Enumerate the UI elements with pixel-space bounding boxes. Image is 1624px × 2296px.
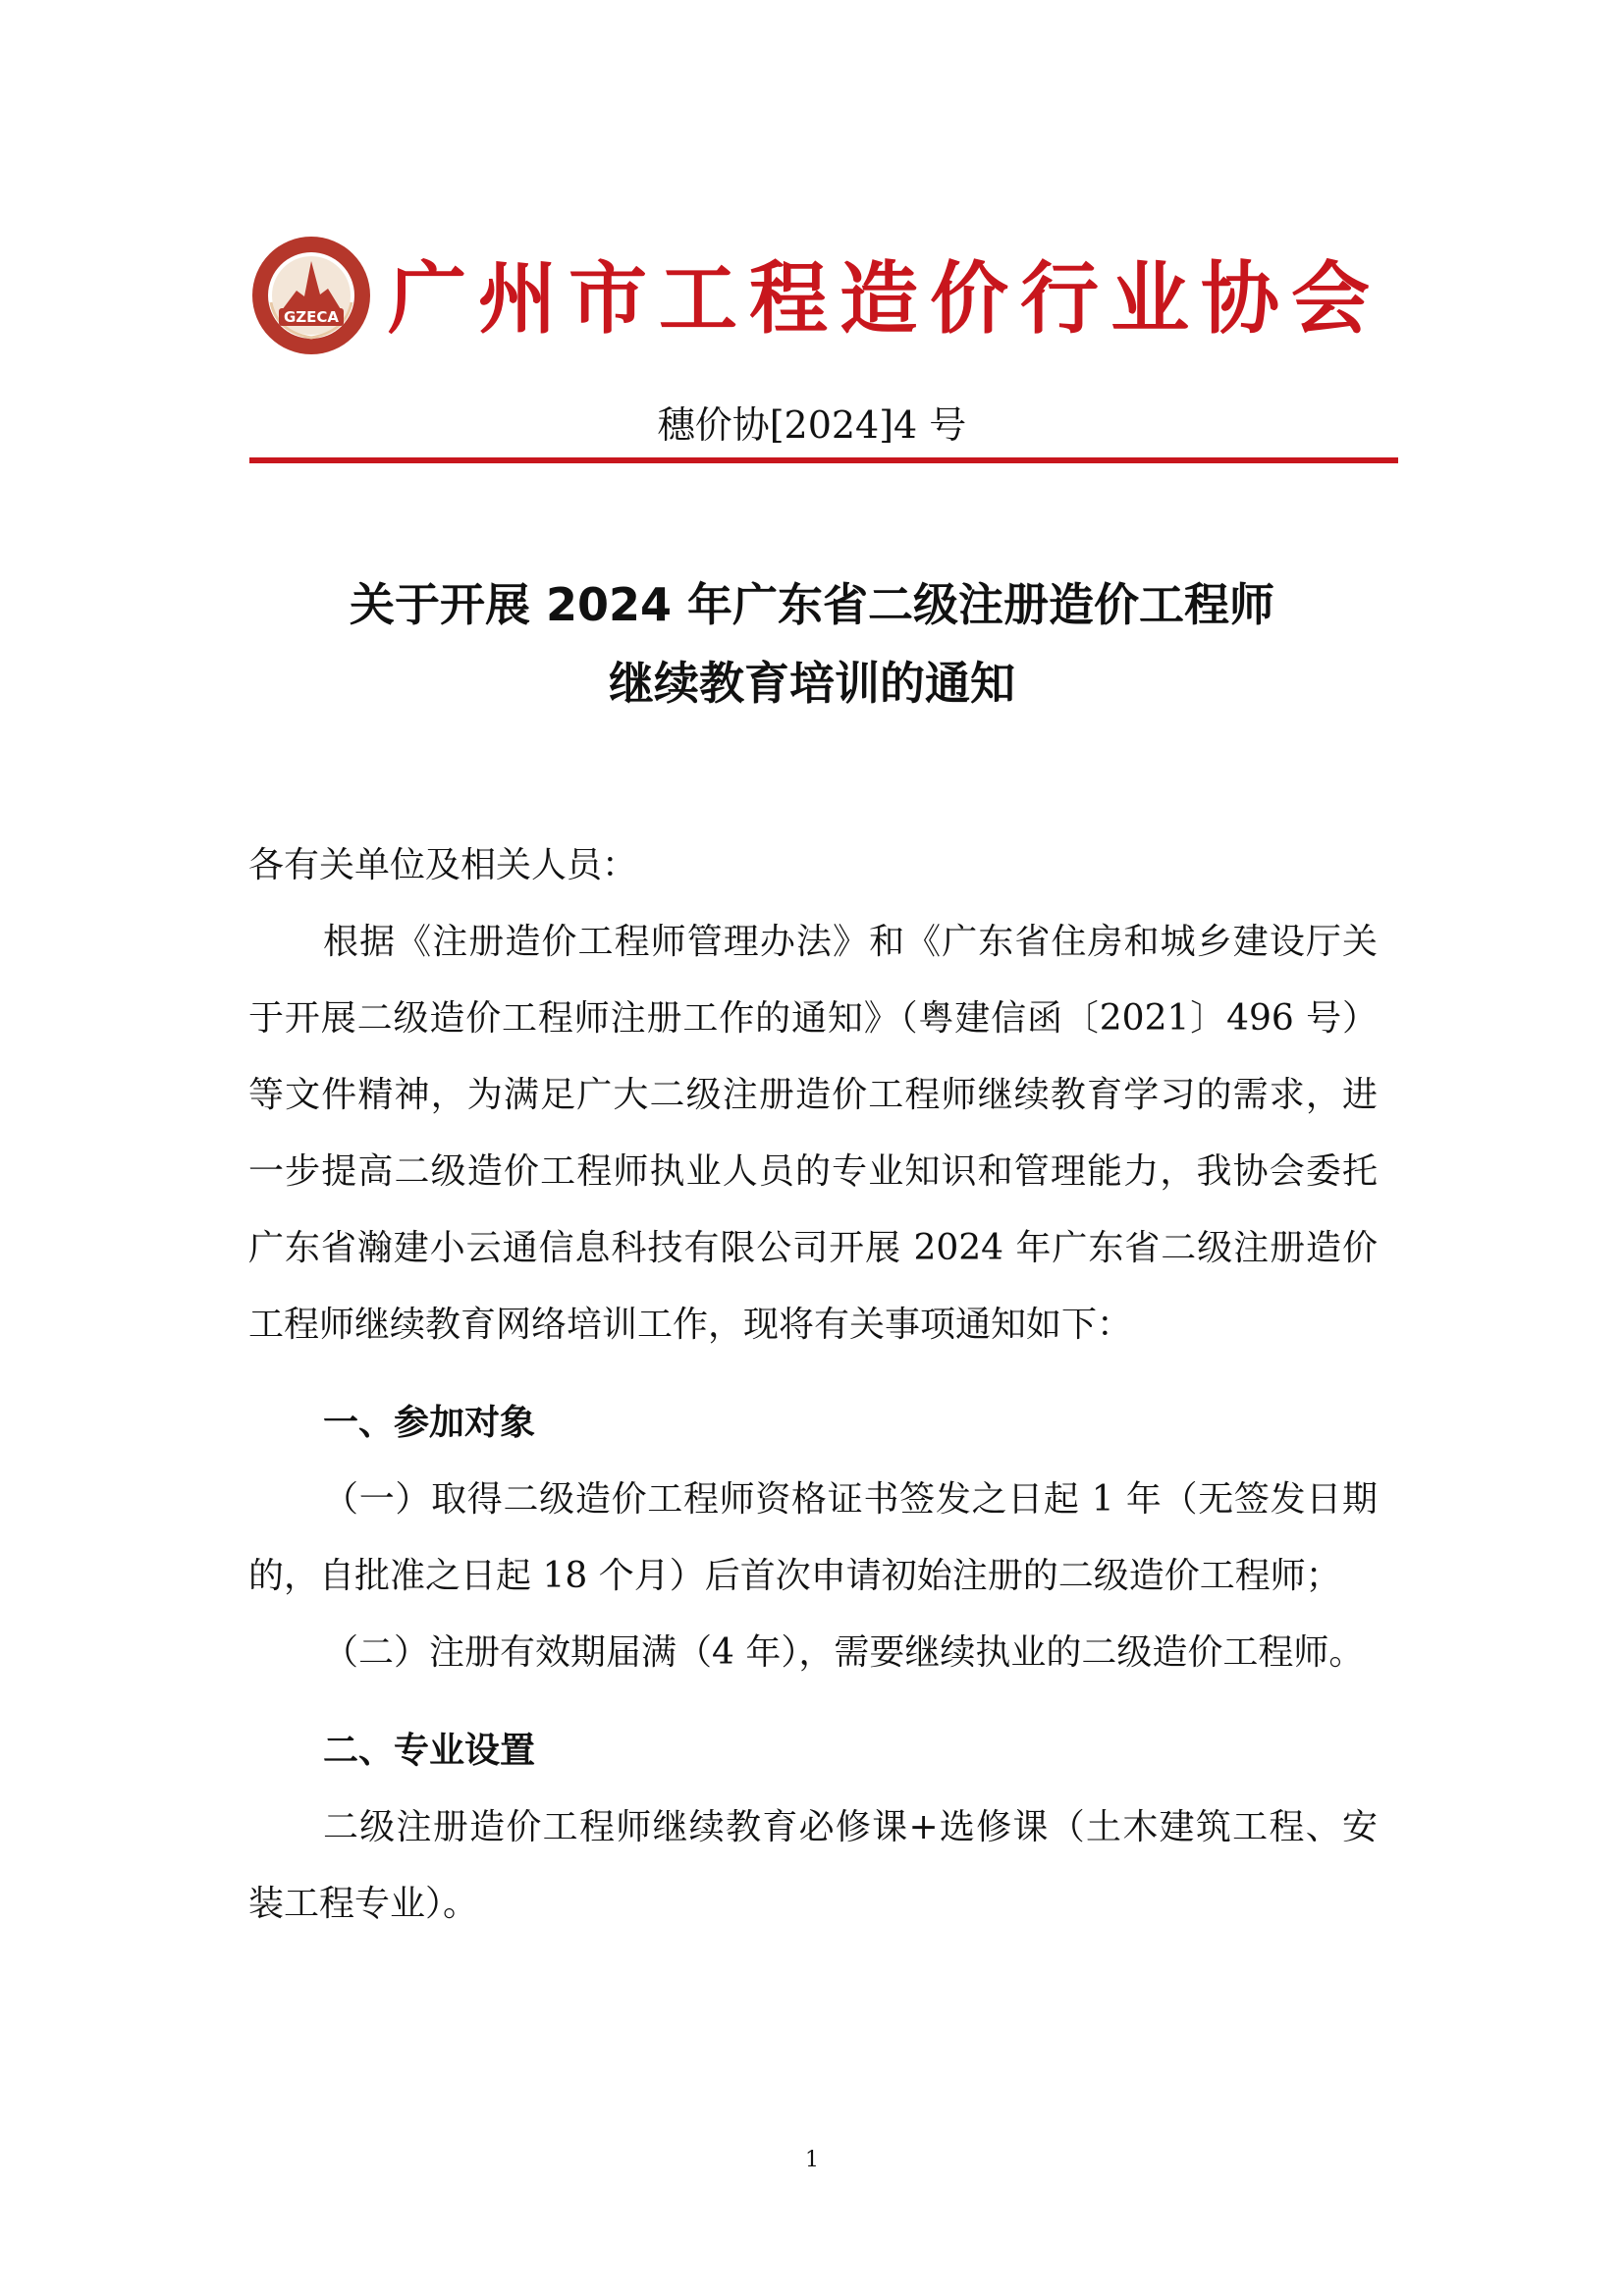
notice-body: [248, 828, 1378, 1943]
header-divider: [249, 457, 1398, 463]
title-line-1: 关于开展 2024 年广东省二级注册造价工程师: [349, 578, 1275, 631]
page-number: 1: [805, 2148, 819, 2172]
organization-name: 广州市工程造价行业协会: [388, 252, 1381, 345]
section-heading-specialties: 二、专业设置: [323, 1731, 536, 1771]
notice-title: [0, 565, 1624, 722]
association-logo: [249, 234, 373, 357]
participants-item-1: （一）取得二级造价工程师资格证书签发之日起 1 年（无签发日期的，自批准之日起 18 个月）后首次申请初始注册的二级造价工程师；: [248, 1479, 1378, 1596]
specialties-paragraph: 二级注册造价工程师继续教育必修课+选修课（土木建筑工程、安装工程专业）。: [248, 1807, 1378, 1924]
salutation: 各有关单位及相关人员：: [248, 845, 638, 885]
document-number: 穗价协[2024]4 号: [657, 403, 967, 447]
title-line-2: 继续教育培训的通知: [609, 657, 1015, 710]
intro-paragraph: 根据《注册造价工程师管理办法》和《广东省住房和城乡建设厅关于开展二级造价工程师注册工作的通知》（粤建信函〔2021〕496 号）等文件精神，为满足广大二级注册造价工程师继续教育学习的需求，进一步提高二级造价工程师执业人员的专业知识和管理能力，我协会委托广东省瀚建小云通信息科技有限公司开展 2024 年广东省二级注册造价工程师继续教育网络培训工作，现将有关事项通知如下：: [248, 922, 1378, 1345]
participants-item-2: （二）注册有效期届满（4 年），需要继续执业的二级造价工程师。: [323, 1632, 1365, 1673]
section-heading-participants: 一、参加对象: [323, 1403, 536, 1443]
logo-text: GZECA: [283, 308, 340, 326]
